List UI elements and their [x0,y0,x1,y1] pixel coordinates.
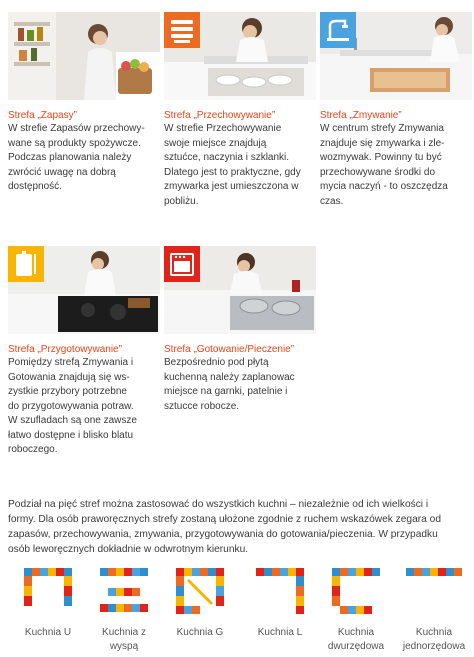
zone-description: W strefie Przechowywanie swoje miejsce znajdują sztućce, naczynia i szklanki. Dlatego jest to praktyczne, gdy zmywarka jest umieszczona w pobliżu. [164,123,301,207]
zone-title: Strefa „Zapasy” [8,110,77,121]
zone-description: Bezpośrednio pod płytą kuchenną należy zaplanowac miejsce na garnki, patelnie i sztucce robocze. [164,357,295,412]
zone-card-storage [164,12,316,209]
zone-description: Pomiędzy strefą Zmywania i Gotowania znajdują się ws- zystkie przybory potrzebne do przygotowywania potraw. W szufladach są one zawsze łatwo dostępne i blisko blatu roboczego. [8,357,137,455]
kitchen-l-diagram [256,568,304,614]
zone-description: W strefie Zapasów przechowy- wane są produkty spożywcze. Podczas planowania należy zwrócić uwagę na dobrą dostępność. [8,123,145,192]
zone-description: W centrum strefy Zmywania znajduje się zmywarka i zle- wozmywak. Powinny tu być przechowywane środki do mycia naczyń - to oszczędza czas. [320,123,448,207]
kitchen-label: Kuchnia L [257,627,303,638]
kitchen-island-diagram [100,568,148,614]
kitchen-single [394,568,474,654]
kitchen-single-diagram [406,568,462,614]
kitchen-l [240,568,320,640]
kitchen-u [8,568,88,640]
kitchen-label: Kuchnia U [24,627,72,638]
kitchen-label: Kuchnia jednorzędowa [402,627,466,652]
zone-title: Strefa „Przechowywanie” [164,110,276,121]
supplies-photo [8,12,160,100]
kitchen-label: Kuchnia z wyspą [102,627,146,652]
cutting-board-icon [8,246,44,282]
zone-title: Strefa „Zmywanie” [320,110,402,121]
kitchen-label: Kuchnia dwurzędowa [327,627,385,652]
kitchen-island [84,568,164,654]
washing-photo [320,12,472,100]
zone-title: Strefa „Przygotowywanie” [8,344,122,355]
cooking-photo [164,246,316,334]
zone-card-prep [8,246,160,458]
kitchen-g [160,568,240,640]
kitchen-double [316,568,396,654]
zone-card-supplies [8,12,160,195]
faucet-icon [320,12,356,48]
kitchen-g-diagram [176,568,224,614]
zone-card-cooking [164,246,316,414]
kitchen-label: Kuchnia G [176,627,224,638]
dishes-icon [164,12,200,48]
zone-title: Strefa „Gotowanie/Pieczenie” [164,344,295,355]
kitchen-double-diagram [332,568,380,614]
oven-icon [164,246,200,282]
storage-photo [164,12,316,100]
kitchen-u-diagram [24,568,72,614]
prep-photo [8,246,160,334]
layout-description: Podział na pięć stref można zastosować do wszystkich kuchni – niezależnie od ich wielkości i formy. Dla osób praworęcznych strefy zostaną ułożone zgodnie z ruchem wskazówek zegara od zapasów, przechowywania, zmywania, przygotowywania do gotowania/pieczenia. W przypadku osób leworęcznych dokładnie w odwrotnym kierunku. [8,499,441,555]
zone-card-washing [320,12,472,209]
